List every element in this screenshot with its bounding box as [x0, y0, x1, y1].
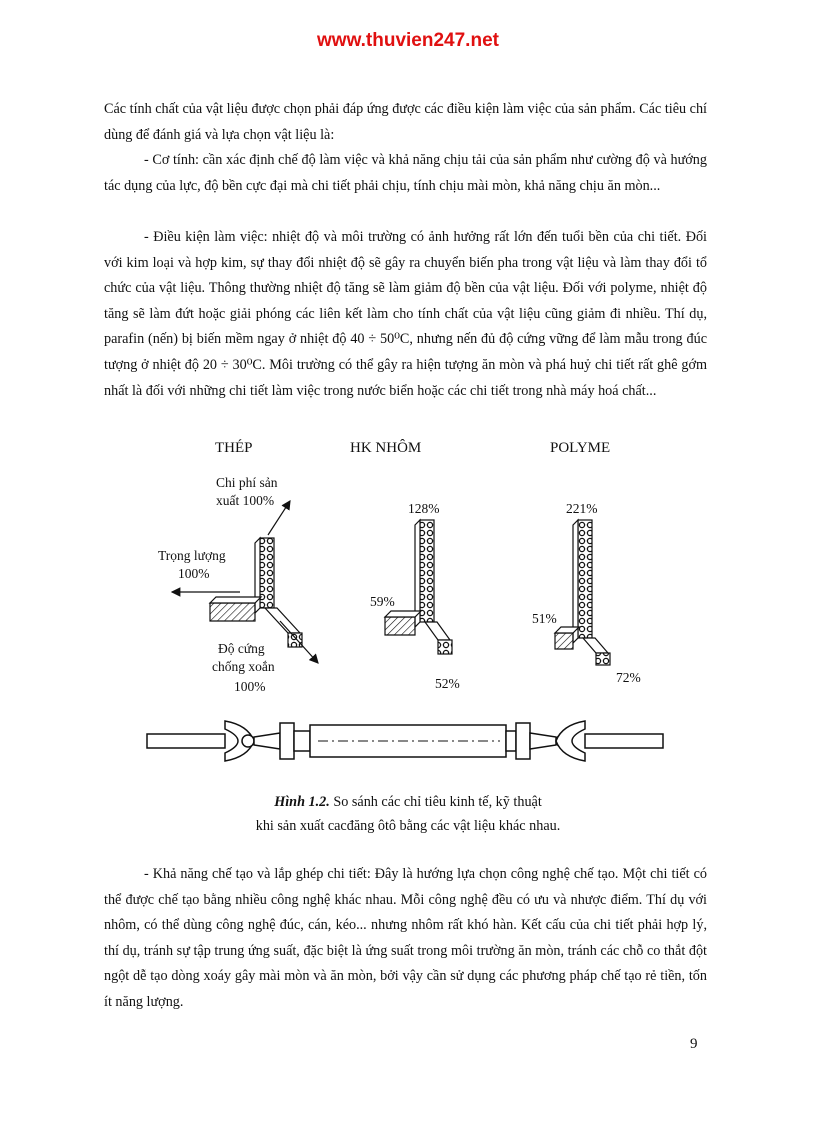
paragraph-manufacturing: - Khả năng chế tạo và lắp ghép chi tiết: Đây là hướng lựa chọn công nghệ chế tạo. Một chi tiết có thể được chế tạo bằng nhiều công nghệ khác nhau. Mỗi công nghệ đều có ưu và nhược điểm. Thí dụ với nhôm, có thể dùng công nghệ đúc, cán, kéo... nhưng nhôm rất khó hàn. Kết cấu của chi tiết phải hợp lý, thí dụ, tránh sự tập trung ứng suất, đặc biệt là ứng suất trong môi trường ăn mòn, tránh các chỗ co thắt đột ngột dễ tạo dòng xoáy gây mài mòn và ăn mòn, bởi vậy cần sử dụng các phương pháp chế tạo rẻ tiền, tốn ít năng lượng. — [104, 866, 707, 1010]
paragraph-mechanical: - Cơ tính: cần xác định chế độ làm việc và khả năng chịu tải của sản phẩm như cường độ và hướng tác dụng của lực, độ bền cực đại mà chi tiết phải chịu, tính chịu mài mòn, khả năng chịu ăn mòn... — [104, 152, 707, 194]
polymer-weight: 51% — [532, 611, 557, 626]
steel-weight-line1: Trọng lượng — [158, 548, 226, 563]
polymer-cost: 221% — [566, 501, 598, 516]
watermark: www.thuvien247.net — [317, 30, 499, 51]
figure-material-comparison — [130, 425, 690, 785]
polymer-stiffness: 72% — [616, 670, 641, 685]
paragraph-conditions: - Điều kiện làm việc: nhiệt độ và môi trường có ảnh hưởng rất lớn đến tuổi bền của chi tiết. Đối với kim loại và hợp kim, sự thay đổi nhiệt độ sẽ gây ra chuyển biến pha trong vật liệu và làm thay đổi tổ chức của vật liệu. Thông thường nhiệt độ tăng sẽ làm giảm độ bền của vật liệu. Đối với polyme, nhiệt độ tăng sẽ làm đứt hoặc giải phóng các liên kết làm cho tính chất của vật liệu cũng giảm đi nhiều. Thí dụ, parafin (nến) bị biến mềm ngay ở nhiệt độ 40 ÷ 50⁰C, nhưng nến đủ độ cứng vững để làm mẫu trong đúc tượng ở nhiệt độ 20 ÷ 30⁰C. Môi trường có thể gây ra hiện tượng ăn mòn và phá huỷ chi tiết rất ghê gớm nhất là đối với những chi tiết làm việc trong nước biển hoặc các chi tiết trong nhà máy hoá chất... — [104, 229, 707, 399]
steel-stiff-line3: 100% — [234, 679, 266, 694]
caption-label: Hình 1.2. — [274, 794, 330, 810]
steel-diagram — [172, 501, 318, 663]
header-steel: THÉP — [215, 440, 253, 456]
cardan-shaft-drawing — [147, 721, 663, 761]
page-number: 9 — [690, 1036, 698, 1052]
figure-caption — [0, 790, 816, 838]
caption-line1: So sánh các chỉ tiêu kinh tế, kỹ thuật — [329, 794, 542, 810]
aluminum-diagram — [385, 520, 452, 654]
steel-stiff-line2: chống xoắn — [212, 659, 275, 674]
header-polymer: POLYME — [550, 440, 611, 456]
header-aluminum: HK NHÔM — [350, 440, 422, 456]
aluminum-cost: 128% — [408, 501, 440, 516]
polymer-diagram — [555, 520, 610, 665]
steel-weight-line2: 100% — [178, 566, 210, 581]
steel-cost-line2: xuất 100% — [216, 493, 275, 508]
steel-stiff-line1: Độ cứng — [218, 641, 265, 656]
aluminum-weight: 59% — [370, 594, 395, 609]
aluminum-stiffness: 52% — [435, 676, 460, 691]
paragraph-intro: Các tính chất của vật liệu được chọn phải đáp ứng được các điều kiện làm việc của sản phẩm. Các tiêu chí dùng để đánh giá và lựa chọn vật liệu là: — [104, 101, 707, 143]
caption-line2: khi sản xuất cacđăng ôtô bằng các vật liệu khác nhau. — [255, 818, 561, 834]
steel-cost-line1: Chi phí sản — [216, 475, 278, 490]
